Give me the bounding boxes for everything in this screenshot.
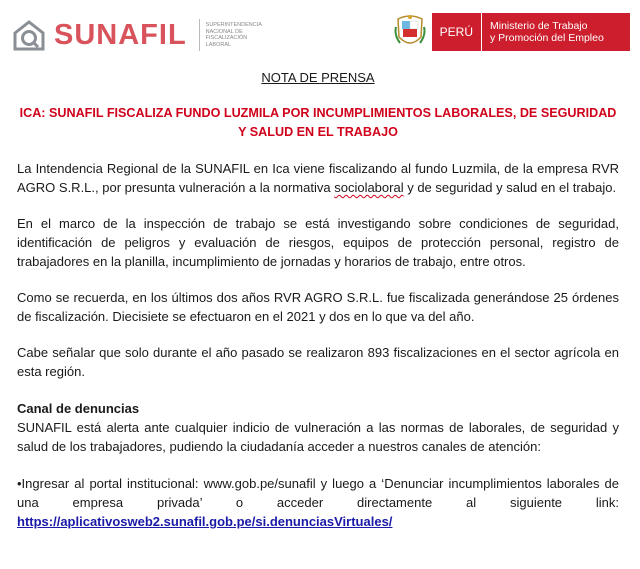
logo-divider	[199, 19, 200, 51]
paragraph-investigation: En el marco de la inspección de trabajo se está investigando sobre condiciones de seguridad, identificación de peligros y evaluación de riesgos, equipos de protección personal, registro de trabajadores en la planilla, incumplimiento de jornadas y horarios de trabajo, entre otros.	[17, 216, 619, 269]
peru-ministry-banner	[432, 13, 630, 51]
sunafil-house-icon	[12, 18, 46, 52]
peru-coat-of-arms-icon	[394, 13, 426, 51]
headline: ICA: SUNAFIL FISCALIZA FUNDO LUZMILA POR INCUMPLIMIENTOS LABORALES, DE SEGURIDAD Y SALUD EN EL TRABAJO	[19, 106, 617, 139]
section-title: Canal de denuncias	[17, 401, 140, 416]
ministry-logo	[394, 12, 630, 52]
sunafil-subtitle: SUPERINTENDENCIA NACIONAL DE FISCALIZACIÓN LABORAL	[205, 22, 262, 48]
sunafil-logo	[12, 12, 272, 58]
paragraph-intro	[17, 159, 619, 197]
bullet-text: •Ingresar al portal institucional: www.gob.pe/sunafil y luego a ‘Denunciar incumplimientos laborales de una empresa privada’ o acceder directamente al siguiente link:	[17, 476, 619, 510]
ministry-line-2: y Promoción del Empleo	[490, 32, 604, 44]
paragraph-statistics: Cabe señalar que solo durante el año pasado se realizaron 893 fiscalizaciones en el sector agrícola en esta región.	[17, 345, 619, 379]
spellcheck-flagged-word: sociolaboral	[334, 180, 404, 195]
ministry-name	[482, 20, 630, 44]
press-title: NOTA DE PRENSA	[261, 70, 375, 85]
bullet-item	[17, 474, 619, 531]
paragraph-intro-end: y de seguridad y salud en el trabajo.	[403, 180, 617, 195]
section-body: SUNAFIL está alerta ante cualquier indicio de vulneración a las normas de laborales, de seguridad y salud de los trabajadores, pudiendo la ciudadanía acceder a nuestros canales de atención:	[17, 420, 619, 454]
paragraph-history: Como se recuerda, en los últimos dos años RVR AGRO S.R.L. fue fiscalizada generándose 25 órdenes de fiscalización. Diecisiete se efectuaron en el 2021 y dos en lo que va del año.	[17, 290, 619, 324]
paragraph-intro-start: La Intendencia Regional de la SUNAFIL en Ica viene fiscalizando al fundo Luzmila, de la empresa RVR AGRO S.R.L., por presunta vulneración a la normativa	[17, 161, 619, 195]
document-header	[0, 0, 640, 62]
ministry-line-1: Ministerio de Trabajo	[490, 20, 588, 32]
sunafil-wordmark: SUNAFIL	[54, 18, 187, 51]
peru-label: PERÚ	[432, 13, 482, 51]
press-release-body	[17, 68, 619, 531]
complaints-link[interactable]: https://aplicativosweb2.sunafil.gob.pe/si.denunciasVirtuales/	[17, 514, 393, 529]
